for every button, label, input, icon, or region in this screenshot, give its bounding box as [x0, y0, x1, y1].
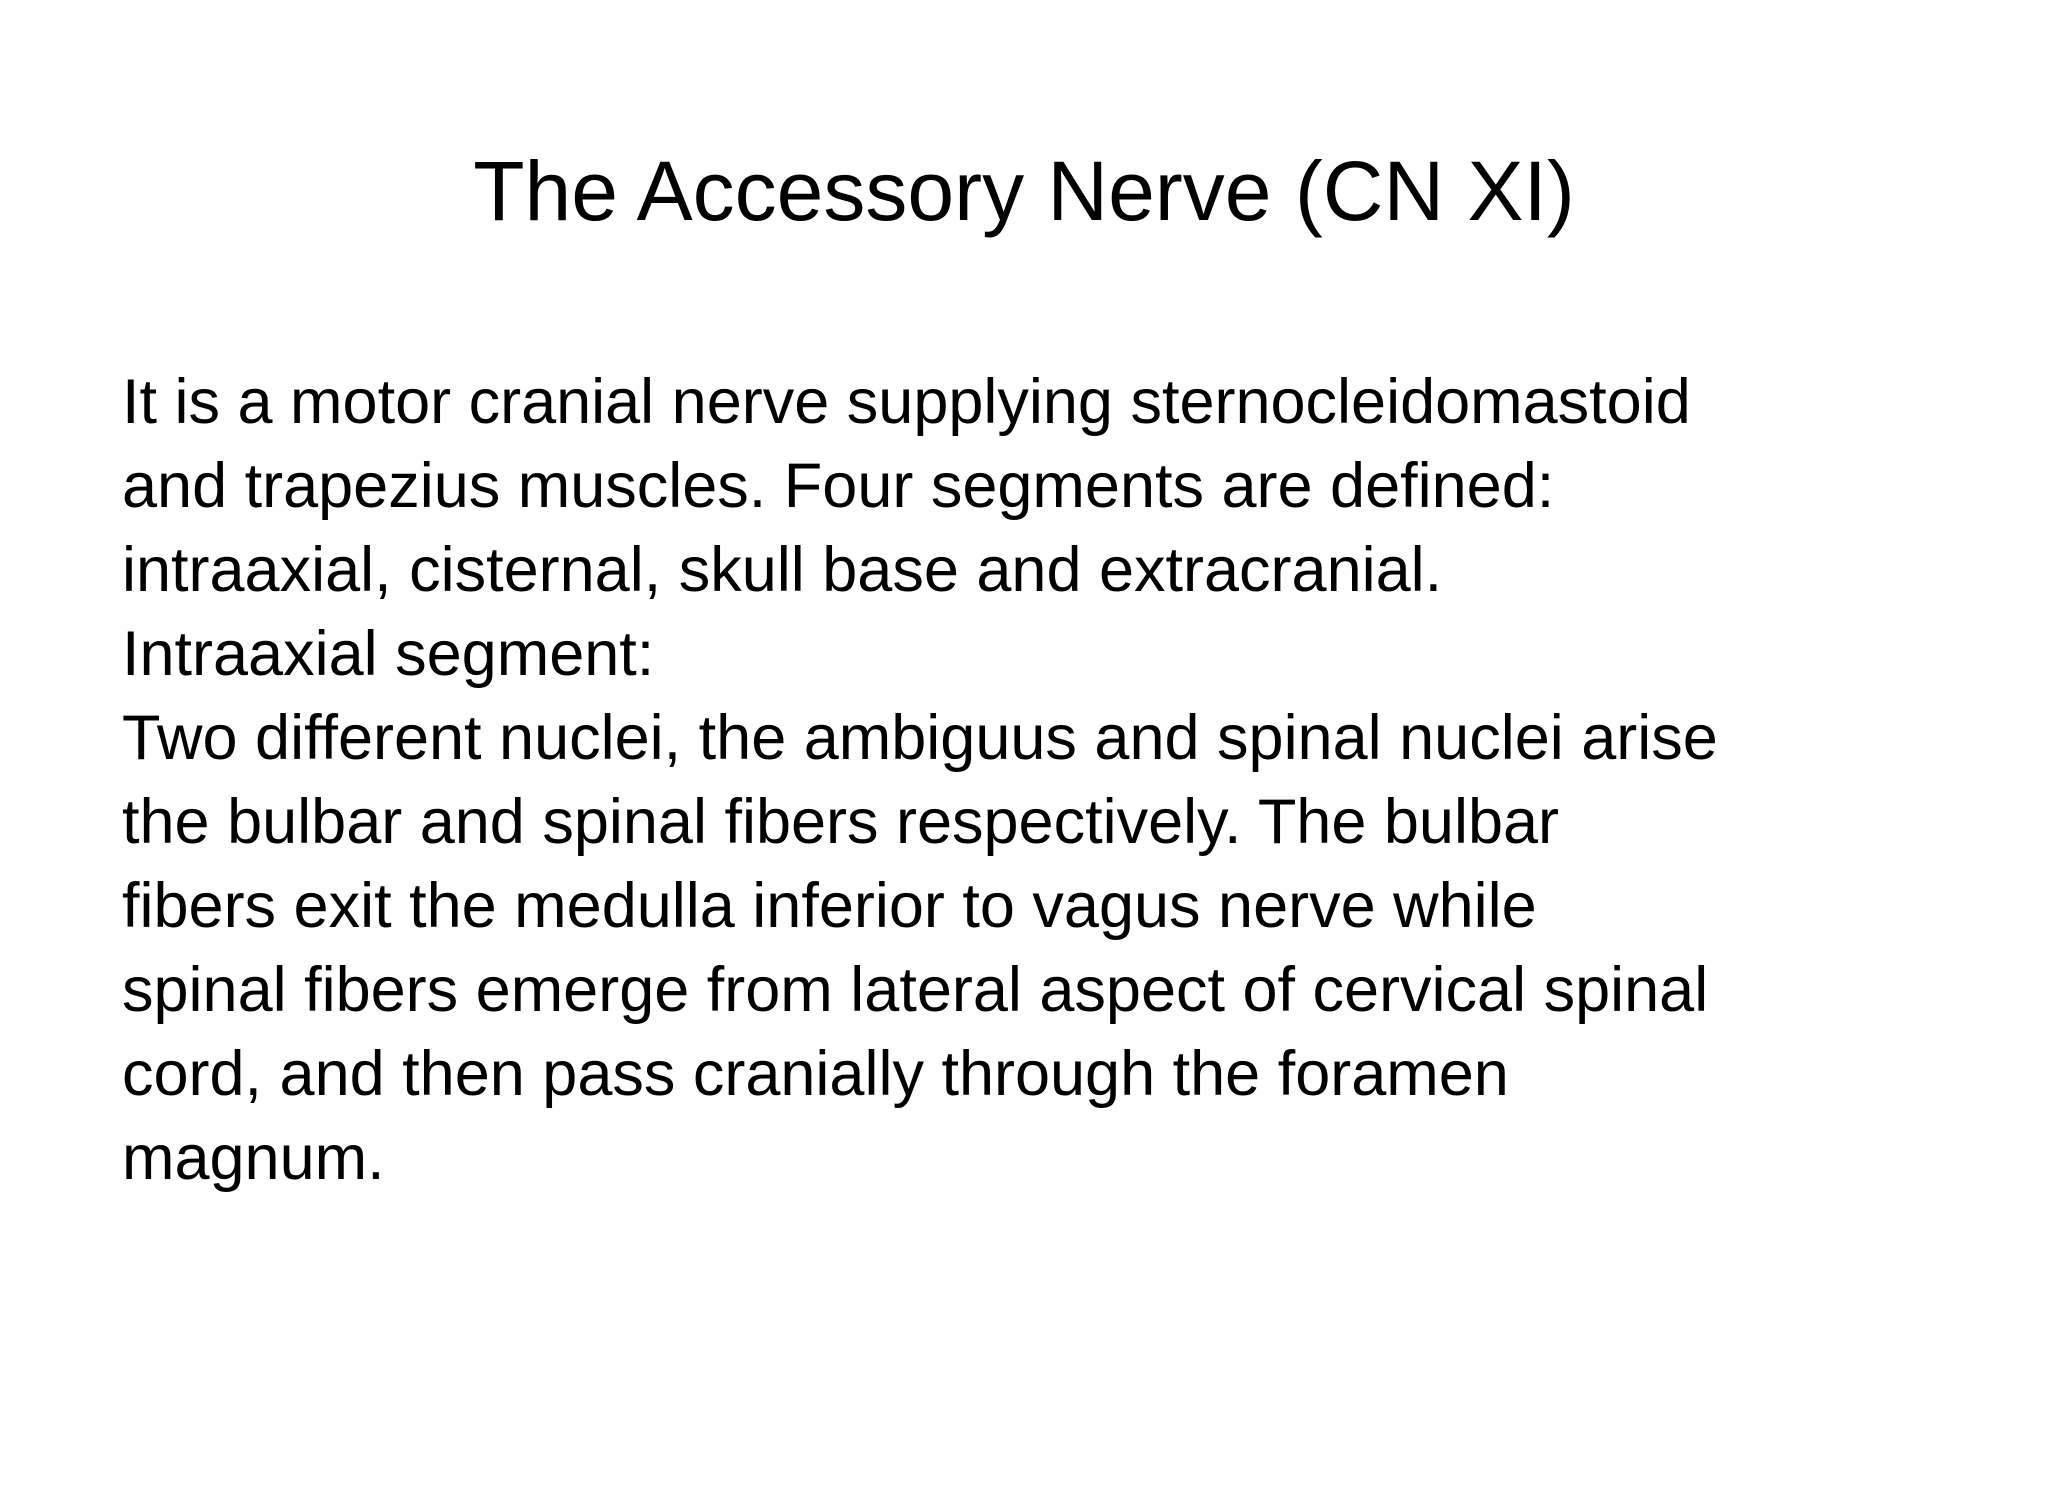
body-line: and trapezius muscles. Four segments are defined: [122, 451, 1555, 521]
body-line: intraaxial, cisternal, skull base and extracranial. [122, 535, 1443, 605]
body-line: It is a motor cranial nerve supplying sternocleidomastoid [122, 367, 1691, 437]
slide-title: The Accessory Nerve (CN XI) [473, 144, 1575, 238]
body-line: Two different nuclei, the ambiguus and spinal nuclei arise [122, 703, 1718, 773]
slide-body [122, 360, 2002, 1200]
body-line: the bulbar and spinal fibers respectively. The bulbar [122, 787, 1560, 857]
body-line: cord, and then pass cranially through the foramen [122, 1039, 1509, 1109]
body-line: Intraaxial segment: [122, 619, 655, 689]
body-line: magnum. [122, 1123, 385, 1193]
body-line: fibers exit the medulla inferior to vagus nerve while [122, 871, 1537, 941]
body-line: spinal fibers emerge from lateral aspect of cervical spinal [122, 955, 1709, 1025]
